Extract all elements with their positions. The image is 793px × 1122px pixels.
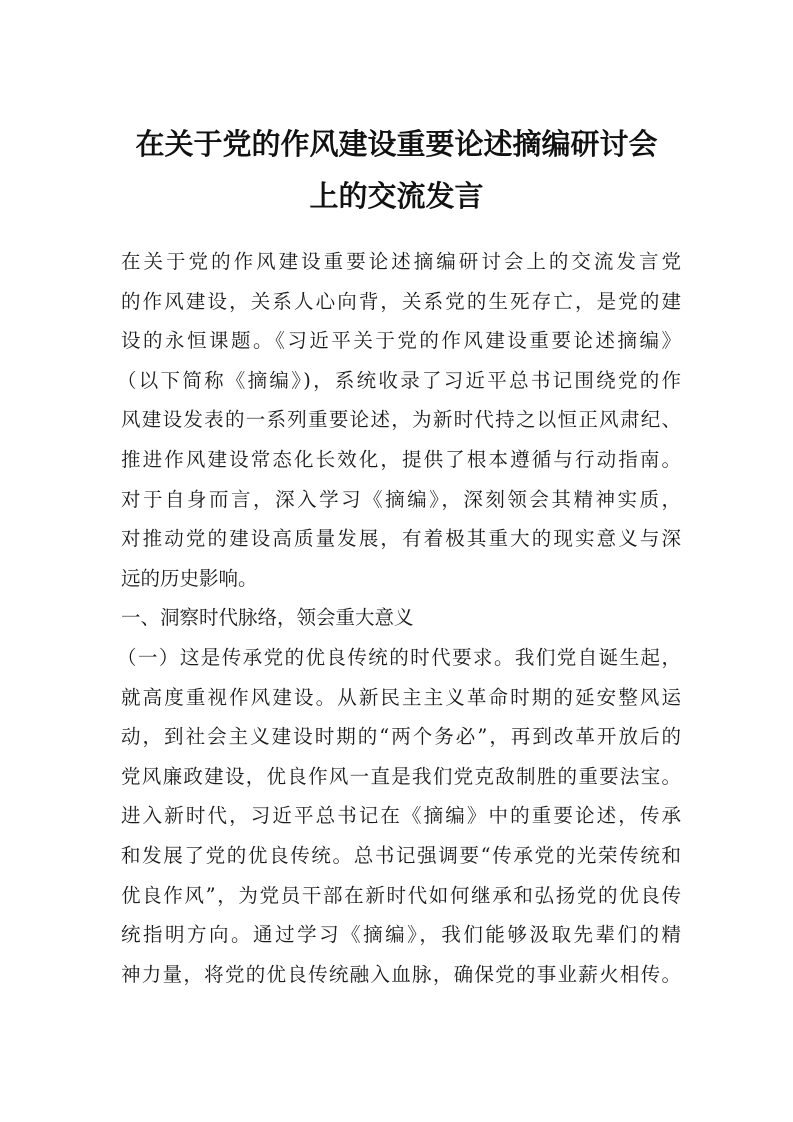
body-line: 进入新时代，习近平总书记在《摘编》中的重要论述，传承 (121, 804, 681, 828)
document-title (0, 118, 793, 222)
body-line: 对推动党的建设高质量发展，有着极其重大的现实意义与深 (121, 527, 681, 551)
body-line: 推进作风建设常态化长效化，提供了根本遵循与行动指南。 (121, 447, 681, 471)
body-line: 神力量，将党的优良传统融入血脉，确保党的事业薪火相传。 (121, 962, 681, 986)
body-line: （以下简称《摘编》)，系统收录了习近平总书记围绕党的作 (117, 368, 681, 392)
body-line: 设的永恒课题。《习近平关于党的作风建设重要论述摘编》 (121, 329, 681, 353)
document-body (117, 242, 681, 994)
title-line-2: 上的交流发言 (309, 179, 484, 213)
body-line: 风建设发表的一系列重要论述，为新时代持之以恒正风肃纪、 (121, 408, 681, 432)
body-line: 党风廉政建设，优良作风一直是我们党克敌制胜的重要法宝。 (121, 764, 681, 788)
body-line: 在关于党的作风建设重要论述摘编研讨会上的交流发言党 (121, 250, 681, 273)
title-line-1: 在关于党的作风建设重要论述摘编研讨会 (135, 127, 658, 161)
body-line: 远的历史影响。 (121, 566, 258, 590)
body-line: （一）这是传承党的优良传统的时代要求。我们党自诞生起， (117, 645, 681, 669)
section-heading: 一、洞察时代脉络，领会重大意义 (121, 606, 414, 630)
body-line: 统指明方向。通过学习《摘编》，我们能够汲取先辈们的精 (121, 923, 681, 947)
body-line: 对于自身而言，深入学习《摘编》，深刻领会其精神实质， (121, 487, 681, 511)
body-line: 的作风建设，关系人心向背，关系党的生死存亡，是党的建 (121, 289, 681, 313)
body-line: 动，到社会主义建设时期的“两个务必”，再到改革开放后的 (121, 725, 681, 749)
body-line: 优良作风”，为党员干部在新时代如何继承和弘扬党的优良传 (121, 883, 681, 907)
body-line: 和发展了党的优良传统。总书记强调要“传承党的光荣传统和 (121, 843, 681, 867)
body-line: 就高度重视作风建设。从新民主主义革命时期的延安整风运 (121, 685, 681, 709)
